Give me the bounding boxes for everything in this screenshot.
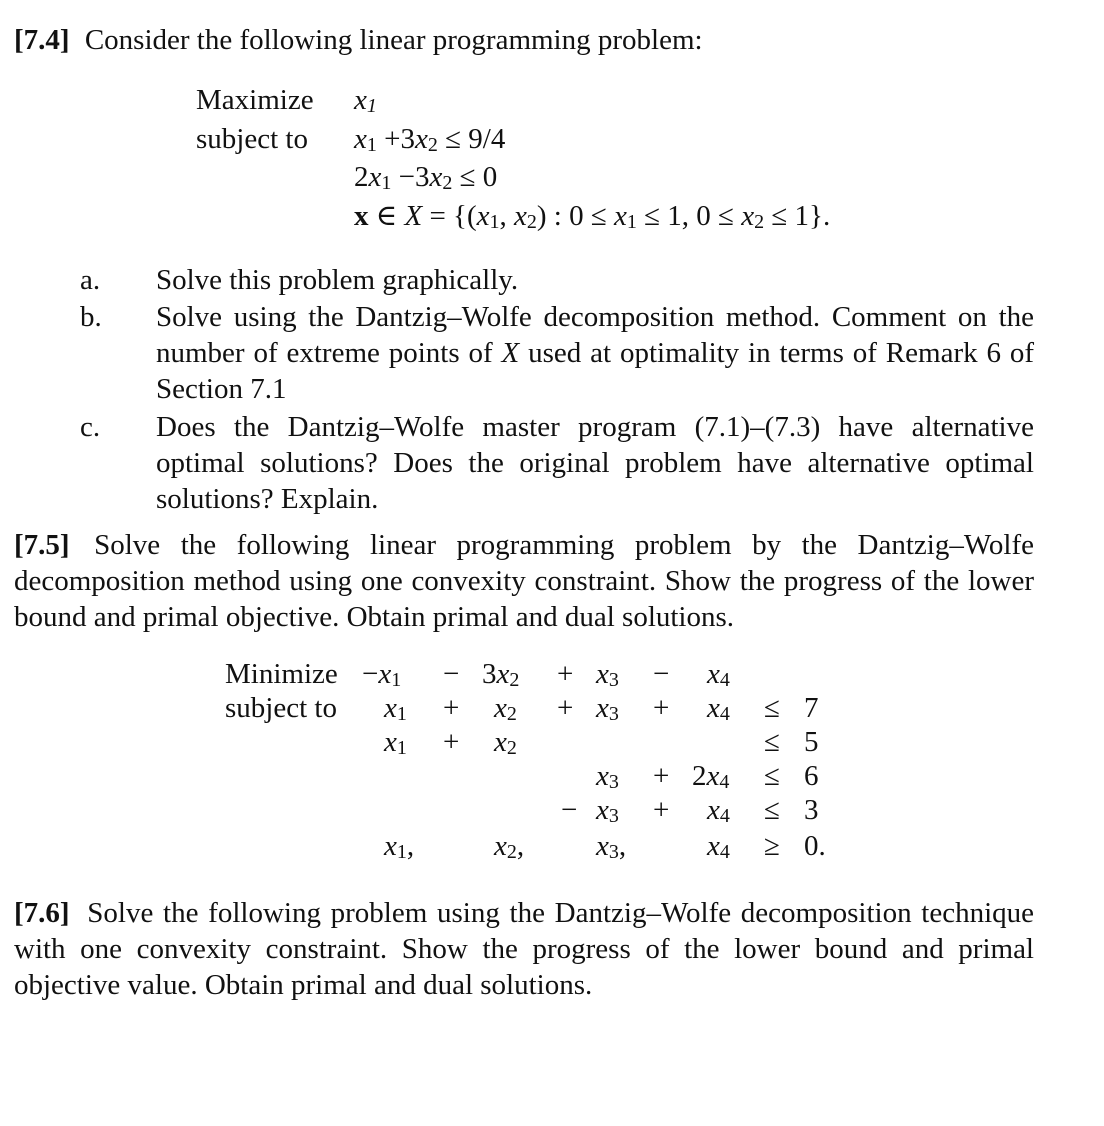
r2-x2: $x_2$ xyxy=(494,726,517,759)
part-b-label: b. xyxy=(80,301,102,333)
r3-x3: $x_3$ xyxy=(596,760,619,793)
r3-op: + xyxy=(653,760,670,792)
r5-rhs: 0. xyxy=(804,830,826,862)
constraint-2: $2x_1 -3x_2 \le 0$ xyxy=(354,161,498,194)
problem-number: [7.6] xyxy=(14,897,70,929)
problem-number: [7.5] xyxy=(14,529,70,561)
r1-x2: $x_2$ xyxy=(494,692,517,725)
r5-rel: ≥ xyxy=(764,830,780,862)
r4-op: + xyxy=(653,794,670,826)
minimize-label: Minimize xyxy=(225,658,338,690)
r1-op: + xyxy=(653,692,670,724)
obj-term-x2: $3x_2$ xyxy=(482,658,520,691)
r1-x1: $x_1$ xyxy=(384,692,407,725)
r2-rel: ≤ xyxy=(764,726,780,758)
r3-rel: ≤ xyxy=(764,760,780,792)
part-a-text: Solve this problem graphically. xyxy=(156,264,519,296)
r1-rhs: 7 xyxy=(804,692,819,724)
obj-term-x3: $x_3$ xyxy=(596,658,619,691)
objective-function: $x_1$ xyxy=(354,84,377,117)
r4-rel: ≤ xyxy=(764,794,780,826)
r1-x4: $x_4$ xyxy=(707,692,730,725)
part-b-text: Solve using the Dantzig–Wolfe decomposition method. Comment on the number of extreme points of X used at optimality in terms of Remark 6 of Section 7.1 xyxy=(156,301,1035,405)
r3-x4: $2x_4$ xyxy=(692,760,730,793)
problem-7-6-text: [7.6] Solve the following problem using the Dantzig–Wolfe decomposition technique with one convexity constraint. Show the progress of the lower bound and primal objective value. Obtain primal and dual solutions. xyxy=(14,897,1034,1001)
obj-term-x1: $-x_1$ xyxy=(362,658,402,691)
problem-number: [7.4] xyxy=(14,24,70,56)
problem-7-4-heading xyxy=(14,22,703,58)
r1-op: + xyxy=(557,692,574,724)
part-a-label: a. xyxy=(80,264,101,296)
r5-x4: $x_4$ xyxy=(707,830,730,863)
r5-x1: $x_1$, xyxy=(384,830,415,863)
r4-op: − xyxy=(561,794,578,826)
part-c-text: Does the Dantzig–Wolfe master program (7.1)–(7.3) have alternative optimal solutions? Does the original problem have alternative optimal solutions? Explain. xyxy=(156,411,1034,515)
r4-x3: $x_3$ xyxy=(596,794,619,827)
constraint-set-x: x ∈ $X = \{(x_1$, $x_2$) : $0 \le x_1 \le 1$, $0 \le x_2 \le 1$}. xyxy=(354,200,831,233)
r1-rel: ≤ xyxy=(764,692,780,724)
constraint-1: $x_1 +3x_2 \le 9/4$ xyxy=(354,123,506,156)
problem-7-5-text: [7.5] Solve the following linear programming problem by the Dantzig–Wolfe decomposition method using one convexity constraint. Show the progress of the lower bound and primal objective. Obtain primal and dual solutions. xyxy=(14,529,1034,633)
r1-x3: $x_3$ xyxy=(596,692,619,725)
subject-to-label: subject to xyxy=(225,692,337,724)
obj-term-x4: $x_4$ xyxy=(707,658,730,691)
r1-op: + xyxy=(443,692,460,724)
subject-to-label: subject to xyxy=(196,123,308,155)
obj-op: − xyxy=(653,658,670,690)
r2-x1: $x_1$ xyxy=(384,726,407,759)
maximize-label: Maximize xyxy=(196,84,314,116)
r4-x4: $x_4$ xyxy=(707,794,730,827)
r5-x3: $x_3$, xyxy=(596,830,627,863)
r5-x2: $x_2$, xyxy=(494,830,525,863)
problem-intro: Consider the following linear programming problem: xyxy=(84,24,703,56)
r2-rhs: 5 xyxy=(804,726,819,758)
r2-op: + xyxy=(443,726,460,758)
obj-op: − xyxy=(443,658,460,690)
part-c-label: c. xyxy=(80,411,101,443)
obj-op: + xyxy=(557,658,574,690)
r3-rhs: 6 xyxy=(804,760,819,792)
r4-rhs: 3 xyxy=(804,794,819,826)
